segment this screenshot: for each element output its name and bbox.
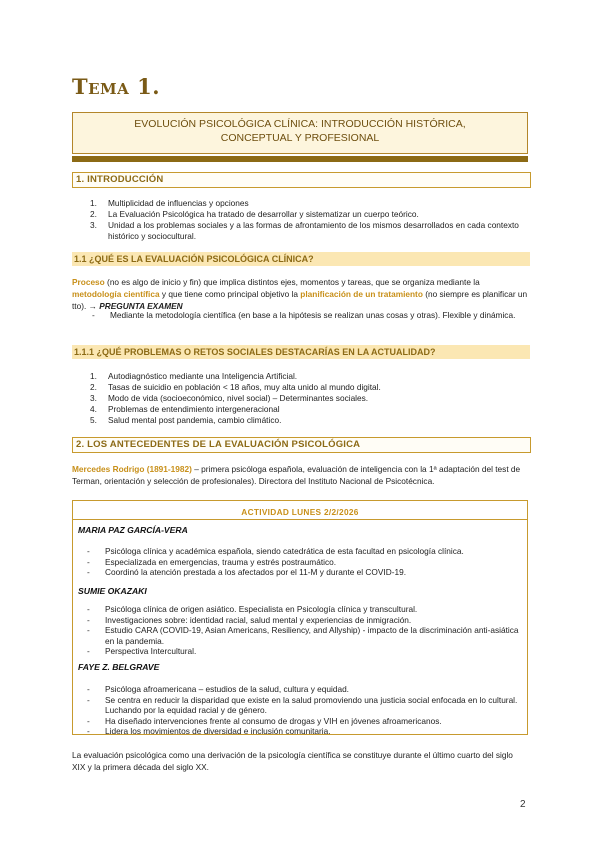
list-item: - Investigaciones sobre: identidad racial, salud mental y experiencias de inmigración. — [75, 615, 521, 626]
person-points-okazaki — [75, 604, 521, 657]
list-item — [90, 220, 526, 242]
list-text: Salud mental post pandemia, cambio climático. — [108, 415, 282, 425]
list-item — [90, 393, 526, 404]
pregunta-examen: PREGUNTA EXAMEN — [99, 301, 183, 311]
list-item: - Estudio CARA (COVID-19, Asian Americans, Resiliency, and Allyship) - impacto de la discriminación anti-asiática en la pandemia. — [75, 625, 521, 646]
list-item: - Lidera los movimientos de diversidad e inclusión comunitaria. — [75, 726, 521, 737]
section-1-1-1-list — [90, 371, 526, 426]
person-points-belgrave — [75, 684, 521, 737]
person-name-garcia-vera: MARIA PAZ GARCÍA-VERA — [78, 525, 188, 535]
list-number: 4. — [90, 404, 97, 414]
title-box — [72, 112, 528, 154]
list-number: 1. — [90, 198, 97, 208]
list-item: - Se centra en reducir la disparidad que existe en la salud promoviendo una justicia social enfocada en lo cultural. Luchando por la equidad racial y de género. — [75, 695, 521, 716]
list-item — [90, 404, 526, 415]
list-item: - Perspectiva Intercultural. — [75, 646, 521, 657]
section-1-1-1-heading: 1.1.1 ¿QUÉ PROBLEMAS O RETOS SOCIALES DESTACARÍAS EN LA ACTUALIDAD? — [72, 345, 530, 359]
list-number: 2. — [90, 382, 97, 392]
section-2-heading: 2. LOS ANTECEDENTES DE LA EVALUACIÓN PSICOLÓGICA — [72, 437, 531, 453]
list-item — [90, 198, 526, 209]
list-number: 1. — [90, 371, 97, 381]
list-text: Tasas de suicidio en población < 18 años, muy alta unido al mundo digital. — [108, 382, 381, 392]
list-text: La Evaluación Psicológica ha tratado de desarrollar y sistematizar un cuerpo teórico. — [108, 209, 419, 219]
list-text: Autodiagnóstico mediante una Inteligencia Artificial. — [108, 371, 298, 381]
activity-divider — [73, 519, 527, 520]
section-1-1-heading: 1.1 ¿QUÉ ES LA EVALUACIÓN PSICOLÓGICA CLÍNICA? — [72, 252, 530, 266]
section-1-1-bullets — [80, 310, 528, 321]
activity-title: ACTIVIDAD LUNES 2/2/2026 — [241, 507, 359, 517]
section-1-list — [90, 198, 526, 242]
person-name-okazaki: SUMIE OKAZAKI — [78, 586, 147, 596]
mercedes-name: Mercedes Rodrigo (1891-1982) — [72, 464, 192, 474]
title-line-2: CONCEPTUAL Y PROFESIONAL — [220, 132, 380, 144]
list-text: Multiplicidad de influencias y opciones — [108, 198, 249, 208]
list-text: Modo de vida (socioeconómico, nivel social) – Determinantes sociales. — [108, 393, 369, 403]
list-item: - Psicóloga clínica de origen asiático. Especialista en Psicología clínica y transcultural. — [75, 604, 521, 615]
person-name-belgrave: FAYE Z. BELGRAVE — [78, 662, 160, 672]
metodologia-term: metodología científica — [72, 289, 160, 299]
section-1-heading: 1. INTRODUCCIÓN — [72, 172, 531, 188]
list-item — [90, 415, 526, 426]
list-text: Unidad a los problemas sociales y a las formas de afrontamiento de los mismos desarrollados en cada contexto histórico y sociocultural. — [108, 220, 519, 241]
paragraph-text: – primera psicóloga española, evaluación de inteligencia con la 1ª adaptación del test de Terman, orientación y selección de profesionales). Directora del Instituto Nacional de Psicotécnica. — [72, 464, 521, 486]
closing-paragraph: La evaluación psicológica como una derivación de la psicología científica se constituye durante el último cuarto del siglo XIX y la primera década del siglo XX. — [72, 750, 513, 772]
list-item: - Mediante la metodología científica (en base a la hipótesis se realizan unas cosas y otras). Flexible y dinámica. — [80, 310, 528, 321]
person-points-garcia-vera — [75, 546, 521, 578]
list-item — [90, 371, 526, 382]
paragraph-text: (no es algo de inicio y fin) que implica distintos ejes, momentos y tareas, que se organiza mediante la — [104, 277, 480, 287]
list-item: - Ha diseñado intervenciones frente al consumo de drogas y VIH en jóvenes afroamericanos. — [75, 716, 521, 727]
list-number: 3. — [90, 393, 97, 403]
list-text: Problemas de entendimiento intergeneracional — [108, 404, 280, 414]
list-item: - Coordinó la atención prestada a los afectados por el 11-M y durante el COVID-19. — [75, 567, 521, 578]
list-item: - Psicóloga afroamericana – estudios de la salud, cultura y equidad. — [75, 684, 521, 695]
list-item — [90, 382, 526, 393]
paragraph-text: (no siempre es planificar un tto). → — [72, 289, 528, 311]
list-item: - Psicóloga clínica y académica española, siendo catedrática de esta facultad en psicología clínica. — [75, 546, 521, 557]
title-underline-bar — [72, 156, 528, 162]
proceso-term: Proceso — [72, 277, 105, 287]
list-number: 5. — [90, 415, 97, 425]
page-number: 2 — [520, 799, 526, 810]
paragraph-text: y que tiene como principal objetivo la — [159, 289, 301, 299]
list-item: - Especializada en emergencias, trauma y estrés postraumático. — [75, 557, 521, 568]
list-number: 3. — [90, 220, 97, 230]
list-number: 2. — [90, 209, 97, 219]
planificacion-term: planificación de un tratamiento — [300, 289, 423, 299]
mercedes-paragraph — [72, 463, 528, 487]
proceso-paragraph — [72, 276, 528, 312]
tema-heading: Tema 1. — [72, 74, 161, 99]
title-line-1: EVOLUCIÓN PSICOLÓGICA CLÍNICA: INTRODUCCIÓN HISTÓRICA, — [134, 118, 466, 130]
activity-box — [72, 500, 528, 735]
list-item — [90, 209, 526, 220]
